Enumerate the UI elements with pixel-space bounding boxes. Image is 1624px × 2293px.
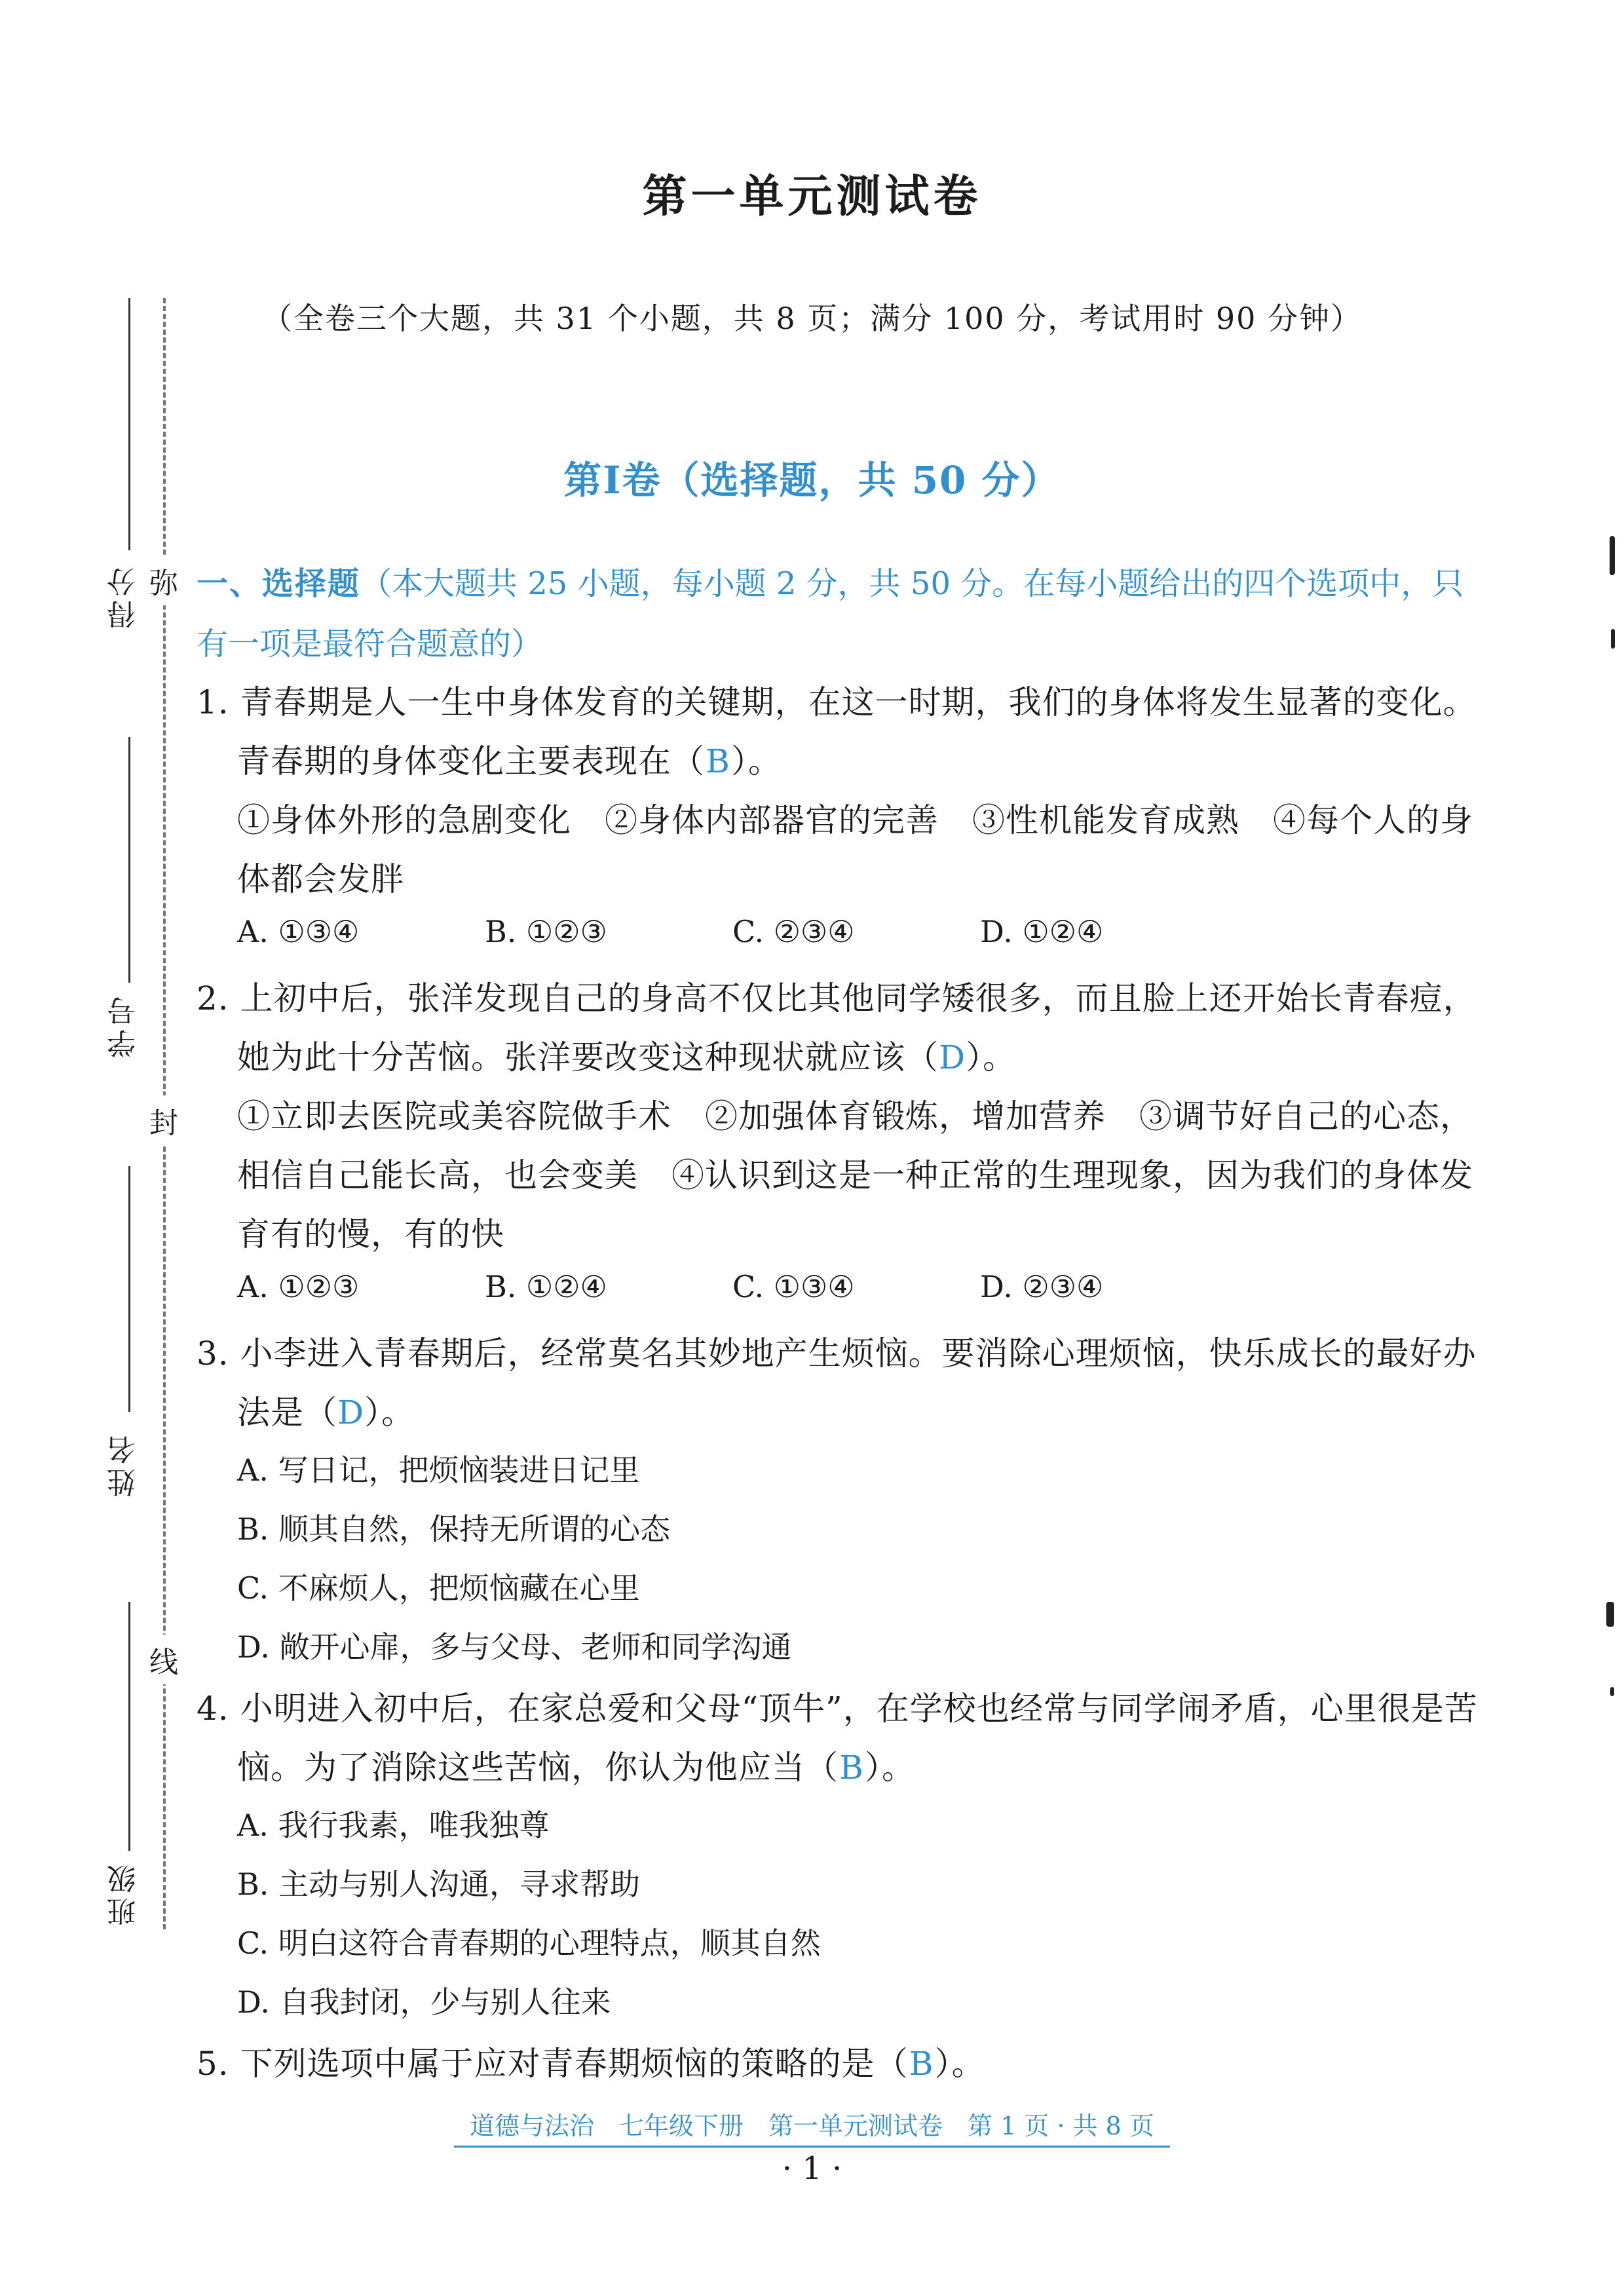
q1-answer: B xyxy=(706,742,730,780)
q2-answer: D xyxy=(939,1038,966,1076)
q3-option-d: D. 敞开心扉，多与父母、老师和同学沟通 xyxy=(237,1629,792,1665)
q4-stem: 4. 小明进入初中后，在家总爱和父母“顶牛”，在学校也经常与同学闹矛盾，心里很是苦 xyxy=(197,1690,1478,1728)
q4-option-c: C. 明白这符合青春期的心理特点，顺其自然 xyxy=(237,1925,821,1961)
student-no-line xyxy=(128,737,130,983)
page-footer xyxy=(0,2106,1624,2142)
q2-statements: ①立即去医院或美容院做手术 ②加强体育锻炼，增加营养 ③调节好自己的心态， xyxy=(237,1097,1473,1135)
q3-answer: D xyxy=(337,1393,365,1431)
class-label: 班级 xyxy=(107,1861,141,1926)
name-label: 姓名 xyxy=(107,1431,141,1497)
q3-stem: 3. 小李进入青春期后，经常莫名其妙地产生烦恼。要消除心理烦恼，快乐成长的最好办 xyxy=(197,1335,1477,1373)
q4-stem-cont xyxy=(237,1741,915,1789)
q3-option-b: B. 顺其自然，保持无所谓的心态 xyxy=(237,1511,671,1547)
q5-answer: B xyxy=(909,2045,934,2083)
part1-label: 一、选择题 xyxy=(197,565,361,602)
footer-text: 道德与法治 七年级下册 第一单元测试卷 第 1 页 · 共 8 页 xyxy=(454,2112,1170,2148)
section-title: 第Ⅰ卷（选择题，共 50 分） xyxy=(563,458,1061,502)
seal-char-mi: 弥 xyxy=(149,556,178,605)
seal-char-feng: 封 xyxy=(149,1095,178,1145)
score-line xyxy=(128,298,130,550)
q2-option-d: D. ②③④ xyxy=(980,1269,1104,1304)
q2-statements-end: 育有的慢，有的快 xyxy=(237,1215,504,1253)
exam-info: （全卷三个大题，共 31 个小题，共 8 页；满分 100 分，考试用时 90 分钟） xyxy=(261,301,1363,336)
q5-stem xyxy=(197,2037,985,2085)
q3-option-a: A. 写日记，把烦恼装进日记里 xyxy=(237,1452,640,1488)
name-line xyxy=(128,1166,130,1412)
scan-mark xyxy=(1610,536,1615,575)
student-no-label: 学号 xyxy=(107,993,141,1058)
q4-answer: B xyxy=(839,1749,864,1787)
q1-option-a: A. ①③④ xyxy=(237,914,360,949)
q5-stem-end: ）。 xyxy=(934,2045,985,2083)
q5-stem-text: 5. 下列选项中属于应对青春期烦恼的策略的是（ xyxy=(197,2045,909,2083)
q1-stem-end: ）。 xyxy=(731,742,782,780)
q4-option-d: D. 自我封闭，少与别人往来 xyxy=(237,1984,611,2020)
q1-stem-text: 青春期的身体变化主要表现在（ xyxy=(237,742,705,780)
part1-heading xyxy=(197,558,1463,603)
q2-option-c: C. ①③④ xyxy=(732,1269,855,1304)
q1-option-c: C. ②③④ xyxy=(732,914,855,949)
q3-stem-end: ）。 xyxy=(364,1393,415,1431)
scan-mark xyxy=(1611,629,1615,649)
q2-stem-end: ）。 xyxy=(966,1038,1017,1076)
q3-stem-text: 法是（ xyxy=(237,1393,337,1431)
q3-option-c: C. 不麻烦人，把烦恼藏在心里 xyxy=(237,1570,640,1606)
q3-stem-cont xyxy=(237,1386,415,1433)
q1-stem-cont xyxy=(237,735,782,782)
q4-stem-end: ）。 xyxy=(865,1749,915,1787)
scan-mark xyxy=(1606,1602,1614,1627)
seal-char-xian: 线 xyxy=(149,1635,178,1684)
q2-option-a: A. ①②③ xyxy=(237,1269,360,1304)
q1-option-b: B. ①②③ xyxy=(485,914,607,949)
q2-stem-cont xyxy=(237,1031,1016,1078)
q1-stem: 1. 青春期是人一生中身体发育的关键期，在这一时期，我们的身体将发生显著的变化。 xyxy=(197,683,1477,721)
scan-mark xyxy=(1610,1687,1614,1696)
q2-stem: 2. 上初中后，张洋发现自己的身高不仅比其他同学矮很多，而且脸上还开始长青春痘， xyxy=(197,979,1477,1017)
part1-note: （本大题共 25 小题，每小题 2 分，共 50 分。在每小题给出的四个选项中，只 xyxy=(360,565,1464,602)
part1-note-cont: 有一项是最符合题意的） xyxy=(197,626,543,662)
q2-stem-text: 她为此十分苦恼。张洋要改变这种现状就应该（ xyxy=(237,1038,939,1076)
score-label: 得分 xyxy=(107,563,141,629)
q1-statements: ①身体外形的急剧变化 ②身体内部器官的完善 ③性机能发育成熟 ④每个人的身 xyxy=(237,801,1473,839)
page-number: · 1 · xyxy=(782,2150,842,2187)
q4-stem-text: 恼。为了消除这些苦恼，你认为他应当（ xyxy=(237,1749,839,1787)
q4-option-a: A. 我行我素，唯我独尊 xyxy=(237,1808,550,1843)
q2-option-b: B. ①②④ xyxy=(485,1269,607,1304)
q1-option-d: D. ①②④ xyxy=(980,914,1104,949)
q2-statements-cont: 相信自己能长高，也会变美 ④认识到这是一种正常的生理现象，因为我们的身体发 xyxy=(237,1156,1473,1194)
class-line xyxy=(128,1602,130,1851)
q1-statements-cont: 体都会发胖 xyxy=(237,860,404,898)
page-title: 第一单元测试卷 xyxy=(642,170,982,223)
q4-option-b: B. 主动与别人沟通，寻求帮助 xyxy=(237,1867,641,1902)
